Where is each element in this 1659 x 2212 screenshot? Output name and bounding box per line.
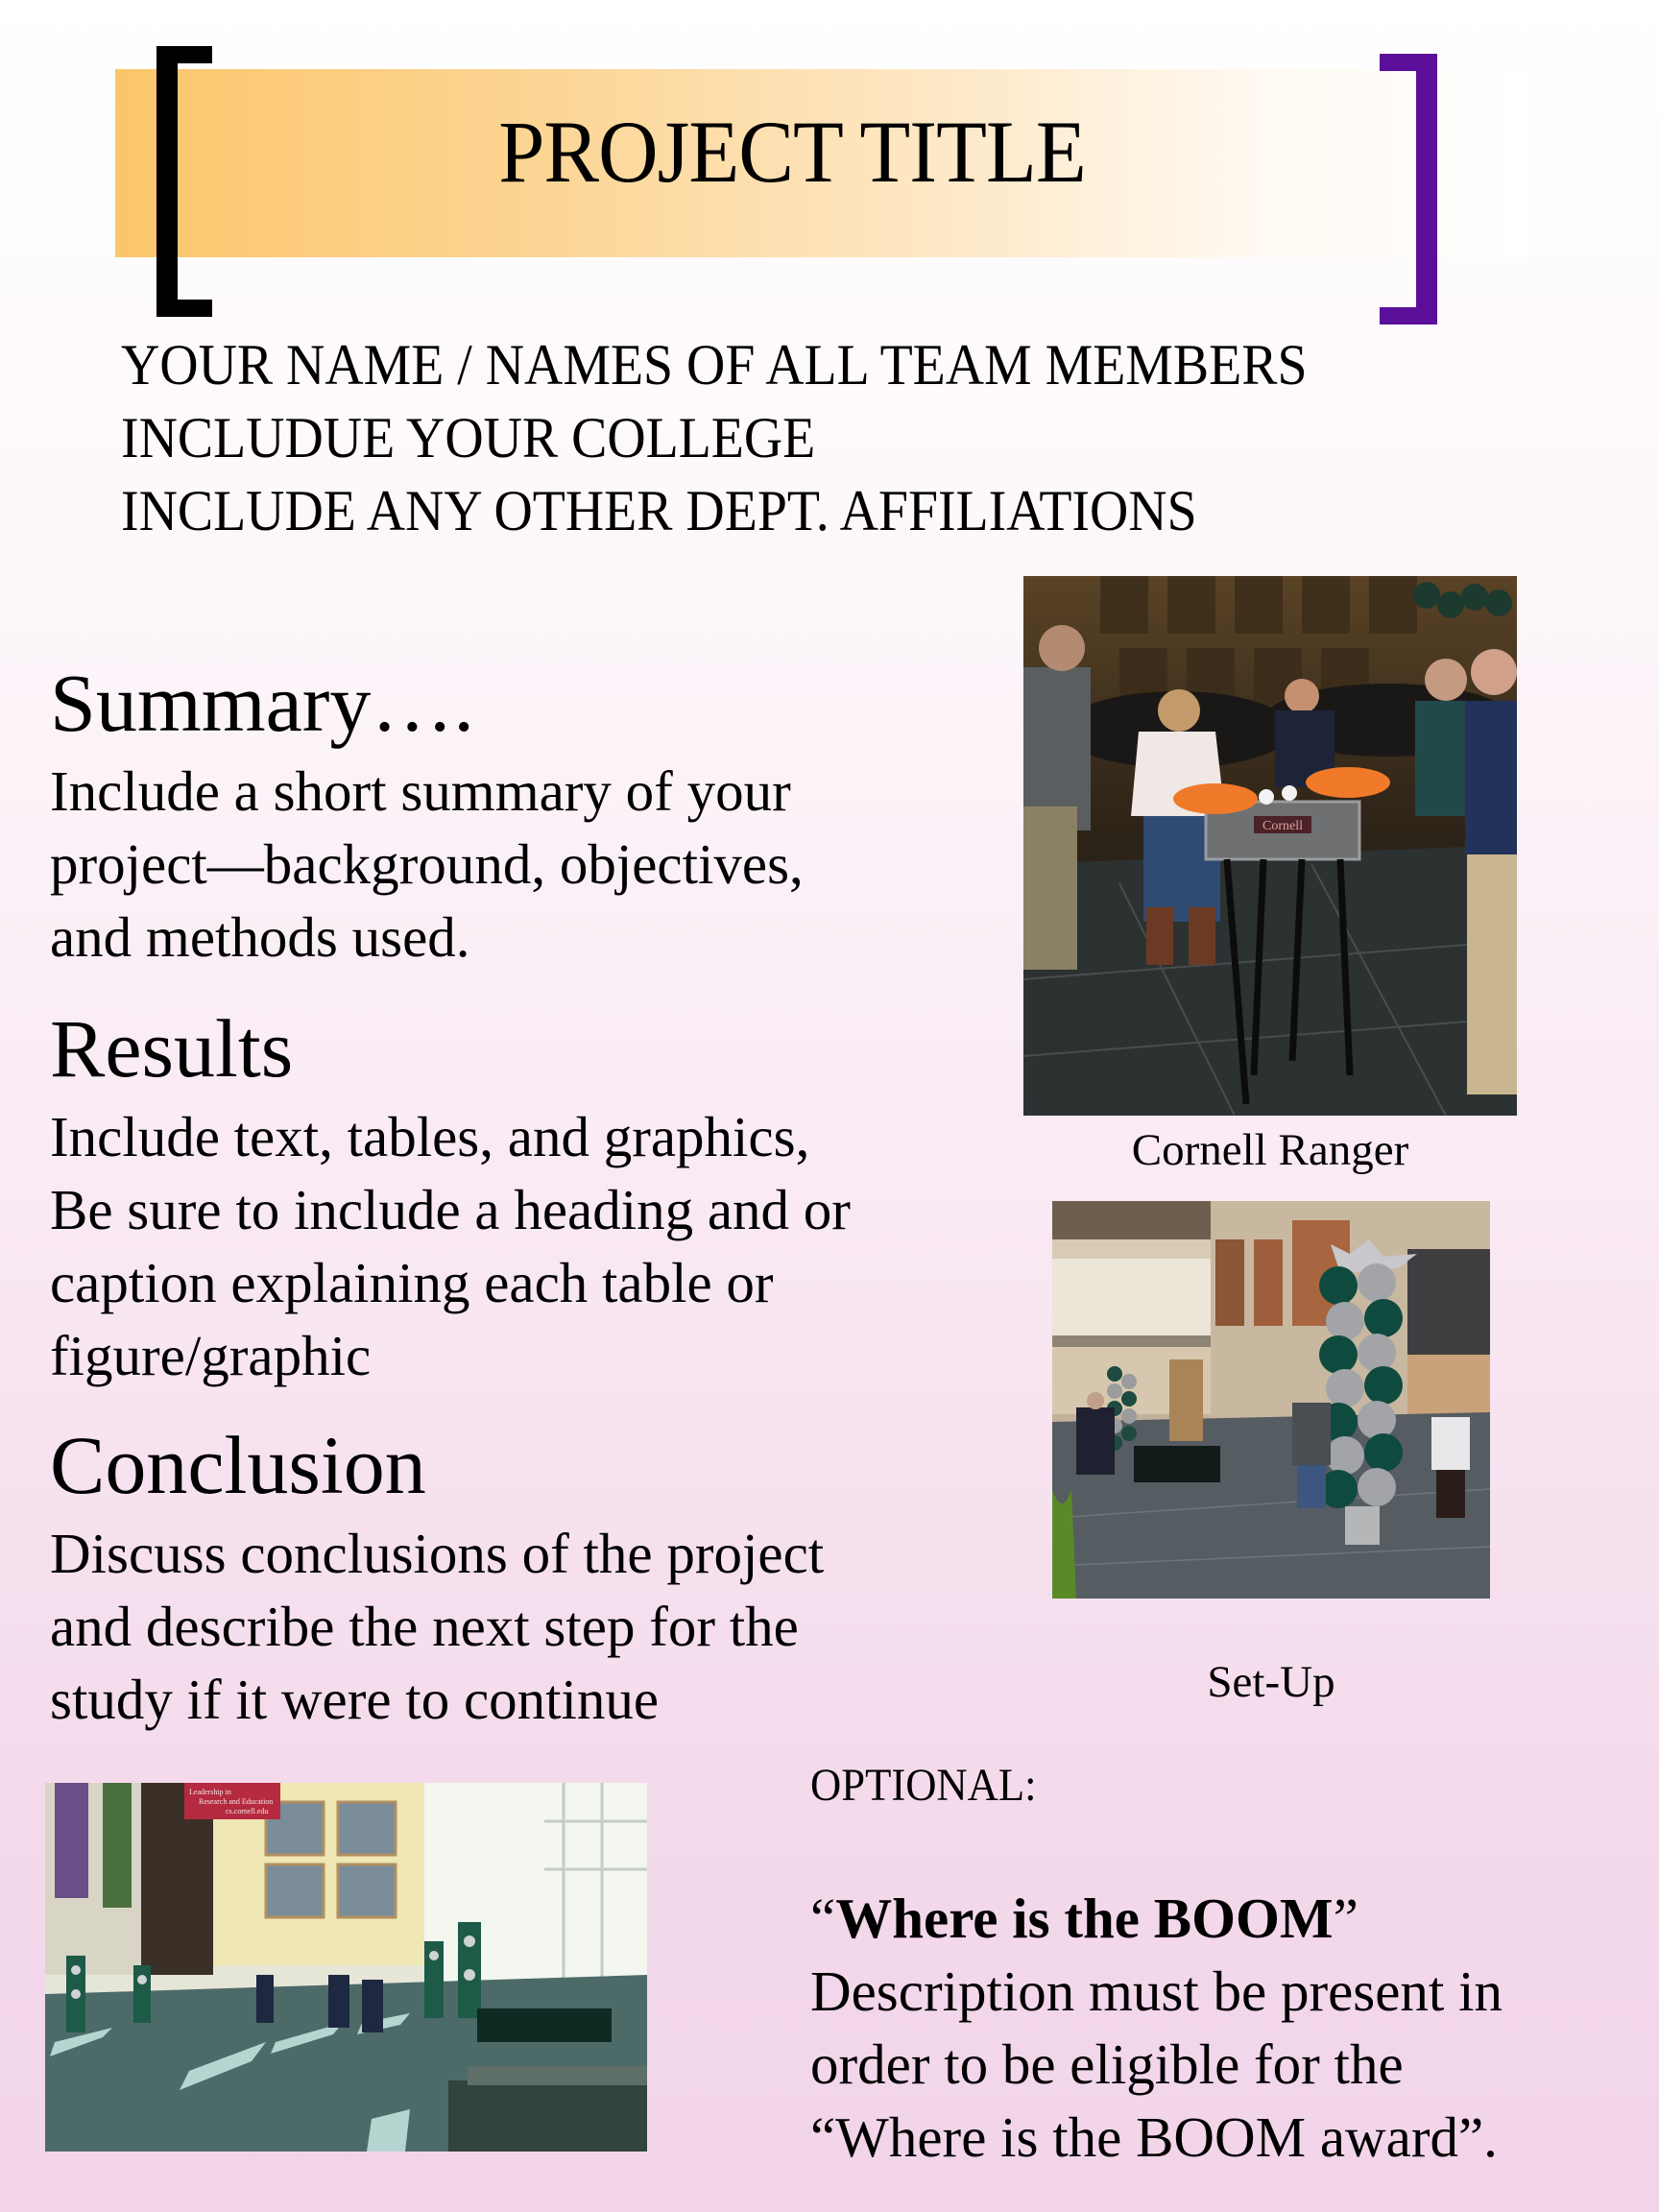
results-line: caption explaining each table or [50, 1251, 774, 1314]
conclusion-body [50, 1517, 991, 1736]
author-affiliations: INCLUDE ANY OTHER DEPT. AFFILIATIONS [121, 479, 1197, 542]
conclusion-line: and describe the next step for the [50, 1595, 799, 1658]
boom-description-line: “Where is the BOOM award”. [810, 2105, 1498, 2169]
conclusion-line: Discuss conclusions of the project [50, 1522, 825, 1585]
setup-caption: Set-Up [1207, 1657, 1335, 1707]
close-quote: ” [1333, 1887, 1358, 1950]
summary-body [50, 755, 991, 974]
svg-text:Research and Education: Research and Education [199, 1797, 274, 1806]
svg-text:Leadership in: Leadership in [189, 1788, 231, 1796]
results-line: figure/graphic [50, 1324, 372, 1387]
boom-award-block [810, 1882, 1636, 2174]
summary-heading: Summary…. [50, 657, 474, 749]
setup-photo [1052, 1201, 1490, 1599]
boom-description-line: Description must be present in [810, 1960, 1503, 2023]
summary-line: and methods used. [50, 905, 470, 969]
author-names: YOUR NAME / NAMES OF ALL TEAM MEMBERS [121, 333, 1308, 397]
cornell-ranger-caption: Cornell Ranger [1131, 1125, 1409, 1175]
boom-description-line: order to be eligible for the [810, 2032, 1404, 2096]
summary-line: Include a short summary of your [50, 759, 791, 823]
boom-title-text: Where is the BOOM [835, 1887, 1334, 1950]
results-heading: Results [50, 1002, 294, 1094]
conclusion-heading: Conclusion [50, 1419, 426, 1511]
boom-title [810, 1882, 1636, 1955]
cornell-ranger-photo [1023, 576, 1517, 1116]
results-line: Be sure to include a heading and or [50, 1178, 851, 1241]
author-college: INCLUDUE YOUR COLLEGE [121, 406, 816, 469]
author-block [121, 328, 1307, 547]
summary-line: project—background, objectives, [50, 832, 804, 896]
atrium-photo [45, 1783, 647, 2152]
svg-text:cs.cornell.edu: cs.cornell.edu [226, 1807, 269, 1815]
results-line: Include text, tables, and graphics, [50, 1105, 810, 1168]
project-title: PROJECT TITLE [498, 103, 1086, 201]
open-quote: “ [810, 1887, 836, 1950]
svg-text:Cornell: Cornell [1262, 819, 1303, 833]
conclusion-line: study if it were to continue [50, 1668, 660, 1731]
optional-label: OPTIONAL: [810, 1760, 1037, 1811]
results-body [50, 1100, 991, 1392]
